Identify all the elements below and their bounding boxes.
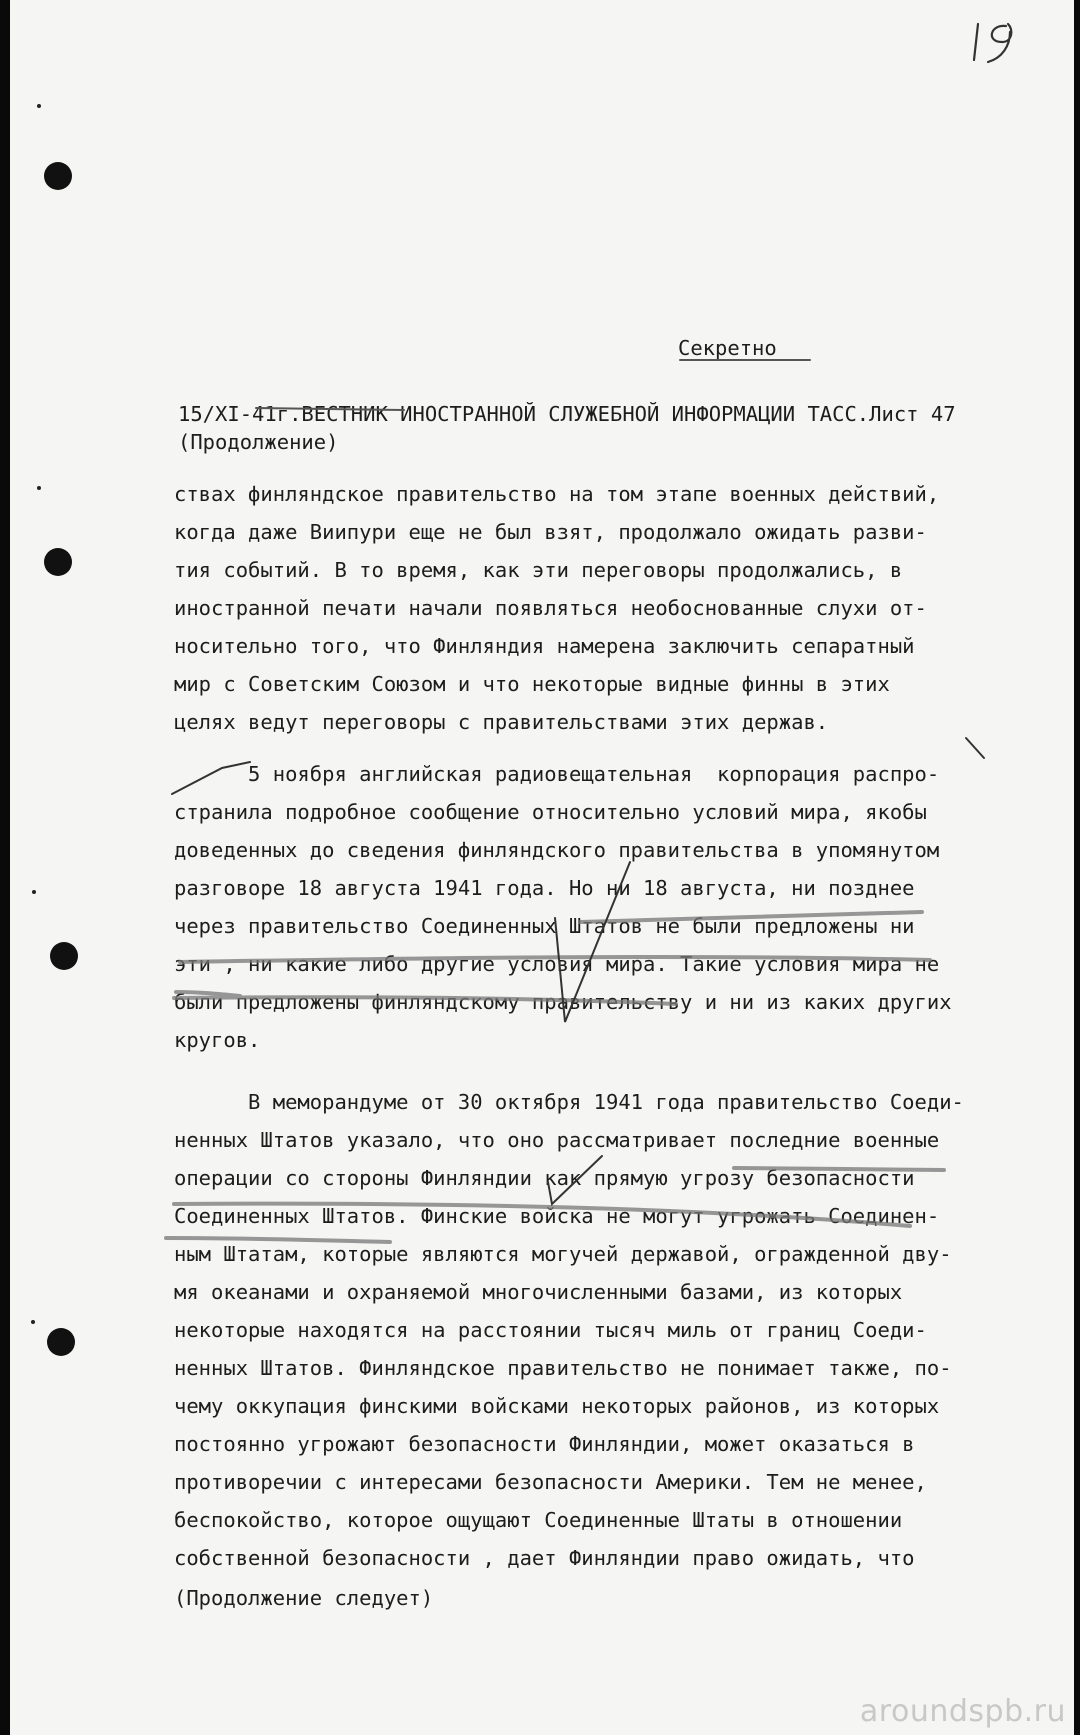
- punch-hole: [44, 548, 72, 576]
- body-line: кругов.: [174, 1028, 261, 1052]
- body-line: ствах финляндское правительство на том этапе военных действий,: [174, 482, 940, 506]
- continuation-label: (Продолжение): [178, 430, 339, 454]
- punch-hole: [44, 162, 72, 190]
- body-line: мир с Советским Союзом и что некоторые видные финны в этих: [174, 672, 890, 696]
- body-line: мя океанами и охраняемой многочисленными базами, из которых: [174, 1280, 903, 1304]
- site-watermark: aroundspb.ru: [859, 1694, 1066, 1729]
- body-line: были предложены финляндскому правительству и ни из каких других: [174, 990, 952, 1014]
- body-line: носительно того, что Финляндия намерена заключить сепаратный: [174, 634, 915, 658]
- body-line: беспокойство, которое ощущают Соединенные Штаты в отношении: [174, 1508, 903, 1532]
- body-line: целях ведут переговоры с правительствами этих держав.: [174, 710, 829, 734]
- body-line: когда даже Виипури еще не был взят, продолжало ожидать разви-: [174, 520, 927, 544]
- punch-hole: [47, 1328, 75, 1356]
- body-line: Соединенных Штатов. Финские войска не могут угрожать Соединен-: [174, 1204, 940, 1228]
- bulletin-header: 15/XI-41г.ВЕСТНИК ИНОСТРАННОЙ СЛУЖЕБНОЙ ИНФОРМАЦИИ ТАСС.Лист 47: [178, 402, 956, 426]
- body-line: странила подробное сообщение относительно условий мира, якобы: [174, 800, 927, 824]
- body-line: эти , ни какие либо другие условия мира. Такие условия мира не: [174, 952, 940, 976]
- secret-stamp: Секретно: [678, 336, 777, 360]
- handwritten-page-number: [968, 12, 1028, 72]
- body-line: постоянно угрожают безопасности Финляндии, может оказаться в: [174, 1432, 915, 1456]
- body-line: В меморандуме от 30 октября 1941 года правительство Соеди-: [174, 1090, 964, 1114]
- body-line: через правительство Соединенных Штатов не были предложены ни: [174, 914, 915, 938]
- ink-speck: [31, 1320, 35, 1324]
- ink-speck: [32, 890, 36, 894]
- body-line: разговоре 18 августа 1941 года. Но ни 18 августа, ни позднее: [174, 876, 915, 900]
- body-line: операции со стороны Финляндии как прямую угрозу безопасности: [174, 1166, 915, 1190]
- body-line: тия событий. В то время, как эти переговоры продолжались, в: [174, 558, 903, 582]
- body-line: 5 ноября английская радиовещательная корпорация распро-: [174, 762, 940, 786]
- body-line: иностранной печати начали появляться необоснованные слухи от-: [174, 596, 927, 620]
- body-line: ненных Штатов указало, что оно рассматривает последние военные: [174, 1128, 940, 1152]
- document-page: [10, 0, 1074, 1735]
- punch-hole: [50, 942, 78, 970]
- body-line: чему оккупация финскими войсками некоторых районов, из которых: [174, 1394, 940, 1418]
- body-line: некоторые находятся на расстоянии тысяч миль от границ Соеди-: [174, 1318, 927, 1342]
- ink-speck: [37, 104, 41, 108]
- body-line: ненных Штатов. Финляндское правительство не понимает также, по-: [174, 1356, 952, 1380]
- ink-speck: [37, 486, 41, 490]
- body-line: (Продолжение следует): [174, 1586, 434, 1610]
- body-line: противоречии с интересами безопасности Америки. Тем не менее,: [174, 1470, 927, 1494]
- body-line: собственной безопасности , дает Финляндии право ожидать, что: [174, 1546, 915, 1570]
- body-line: ным Штатам, которые являются могучей державой, огражденной дву-: [174, 1242, 952, 1266]
- body-line: доведенных до сведения финляндского правительства в упомянутом: [174, 838, 940, 862]
